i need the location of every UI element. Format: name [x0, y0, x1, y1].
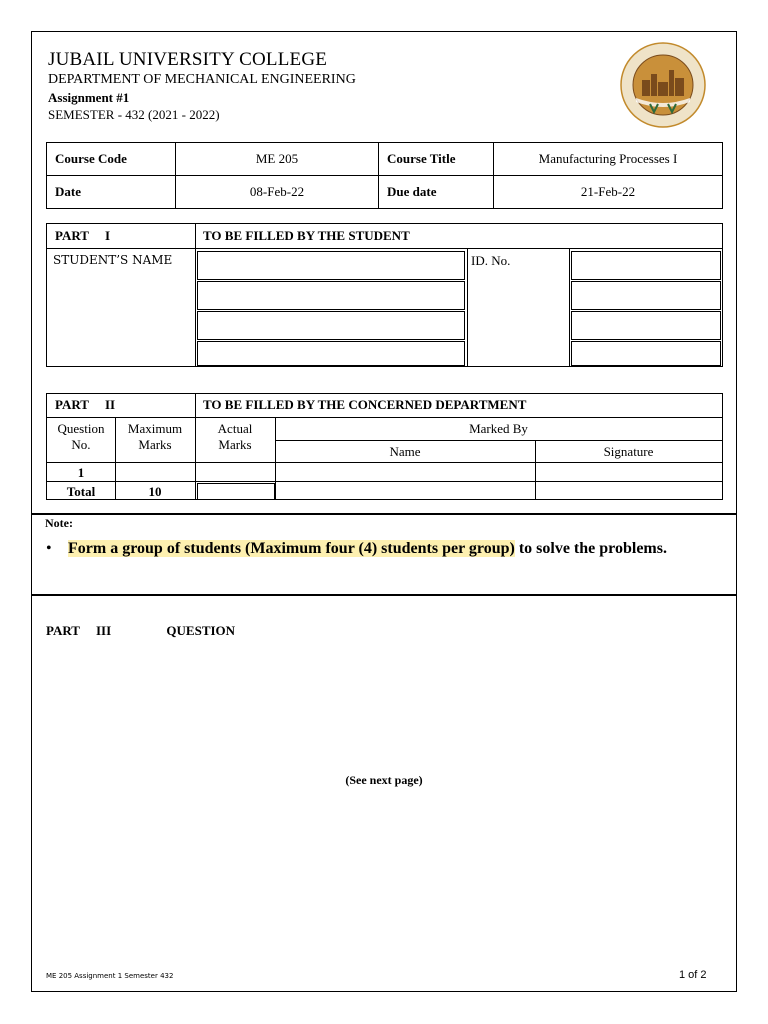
assignment-number: Assignment #1 [48, 90, 130, 105]
part1-header [47, 224, 722, 249]
student-name-field-4[interactable] [197, 341, 465, 366]
student-name-label: STUDENT’S NAME [53, 253, 173, 267]
course-title-label: Course Title [379, 143, 494, 176]
question-row-number: 1 [77, 465, 85, 480]
university-seal-logo [620, 42, 706, 128]
total-actual-marks-field[interactable] [197, 483, 275, 500]
date-value: 08-Feb-22 [176, 176, 379, 209]
divider-note-bottom [32, 594, 736, 596]
marked-by-header: Marked By [469, 421, 528, 436]
max-header-line2: Marks [138, 437, 172, 452]
note-rest-text: to solve the problems. [514, 540, 667, 557]
semester-info: SEMESTER - 432 (2021 - 2022) [48, 107, 220, 122]
part1-label: PART I [55, 228, 111, 243]
note-text [68, 537, 688, 560]
department-name: DEPARTMENT OF MECHANICAL ENGINEERING [48, 72, 356, 87]
student-name-field-1[interactable] [197, 251, 465, 280]
part2-department-section [46, 393, 723, 500]
id-number-label: ID. No. [471, 253, 511, 268]
due-date-value: 21-Feb-22 [494, 176, 723, 209]
assignment-cover-page [31, 31, 737, 992]
id-number-field-3[interactable] [571, 311, 721, 340]
footer-document-label: ME 205 Assignment 1 Semester 432 [46, 972, 174, 980]
course-code-label: Course Code [47, 143, 176, 176]
question-no-header [47, 421, 115, 453]
actual-header-line1: Actual [217, 421, 253, 436]
course-title-value: Manufacturing Processes I [494, 143, 723, 176]
total-label: Total [66, 484, 96, 499]
question-header-line1: Question [57, 421, 105, 436]
note-label: Note: [45, 516, 73, 530]
signature-header: Signature [603, 444, 654, 459]
name-header: Name [389, 444, 421, 459]
part2-heading: TO BE FILLED BY THE CONCERNED DEPARTMENT [203, 397, 527, 412]
part1-heading: TO BE FILLED BY THE STUDENT [203, 228, 410, 243]
part1-student-section [46, 223, 723, 367]
student-name-field-2[interactable] [197, 281, 465, 310]
university-name: JUBAIL UNIVERSITY COLLEGE [48, 49, 328, 70]
actual-marks-header [195, 421, 275, 453]
part3-header [46, 623, 235, 639]
id-number-field-4[interactable] [571, 341, 721, 366]
id-number-field-2[interactable] [571, 281, 721, 310]
note-bullet: • [46, 540, 52, 557]
student-name-field-3[interactable] [197, 311, 465, 340]
part3-heading: QUESTION [166, 623, 236, 638]
total-max-marks: 10 [148, 484, 162, 499]
divider-note-top [32, 513, 736, 515]
actual-header-line2: Marks [218, 437, 252, 452]
id-number-field-1[interactable] [571, 251, 721, 280]
part2-label: PART II [55, 397, 116, 412]
maximum-marks-header [115, 421, 195, 453]
see-next-page-note: (See next page) [345, 773, 423, 787]
question-header-line2: No. [71, 437, 91, 452]
part3-label: PART III [46, 623, 112, 638]
page-number: 1 of 2 [679, 969, 707, 981]
due-date-label: Due date [379, 176, 494, 209]
course-code-value: ME 205 [176, 143, 379, 176]
date-label: Date [47, 176, 176, 209]
max-header-line1: Maximum [127, 421, 183, 436]
note-highlighted-text: Form a group of students (Maximum four (4) students per group) [68, 540, 515, 557]
course-info-table [46, 142, 723, 209]
